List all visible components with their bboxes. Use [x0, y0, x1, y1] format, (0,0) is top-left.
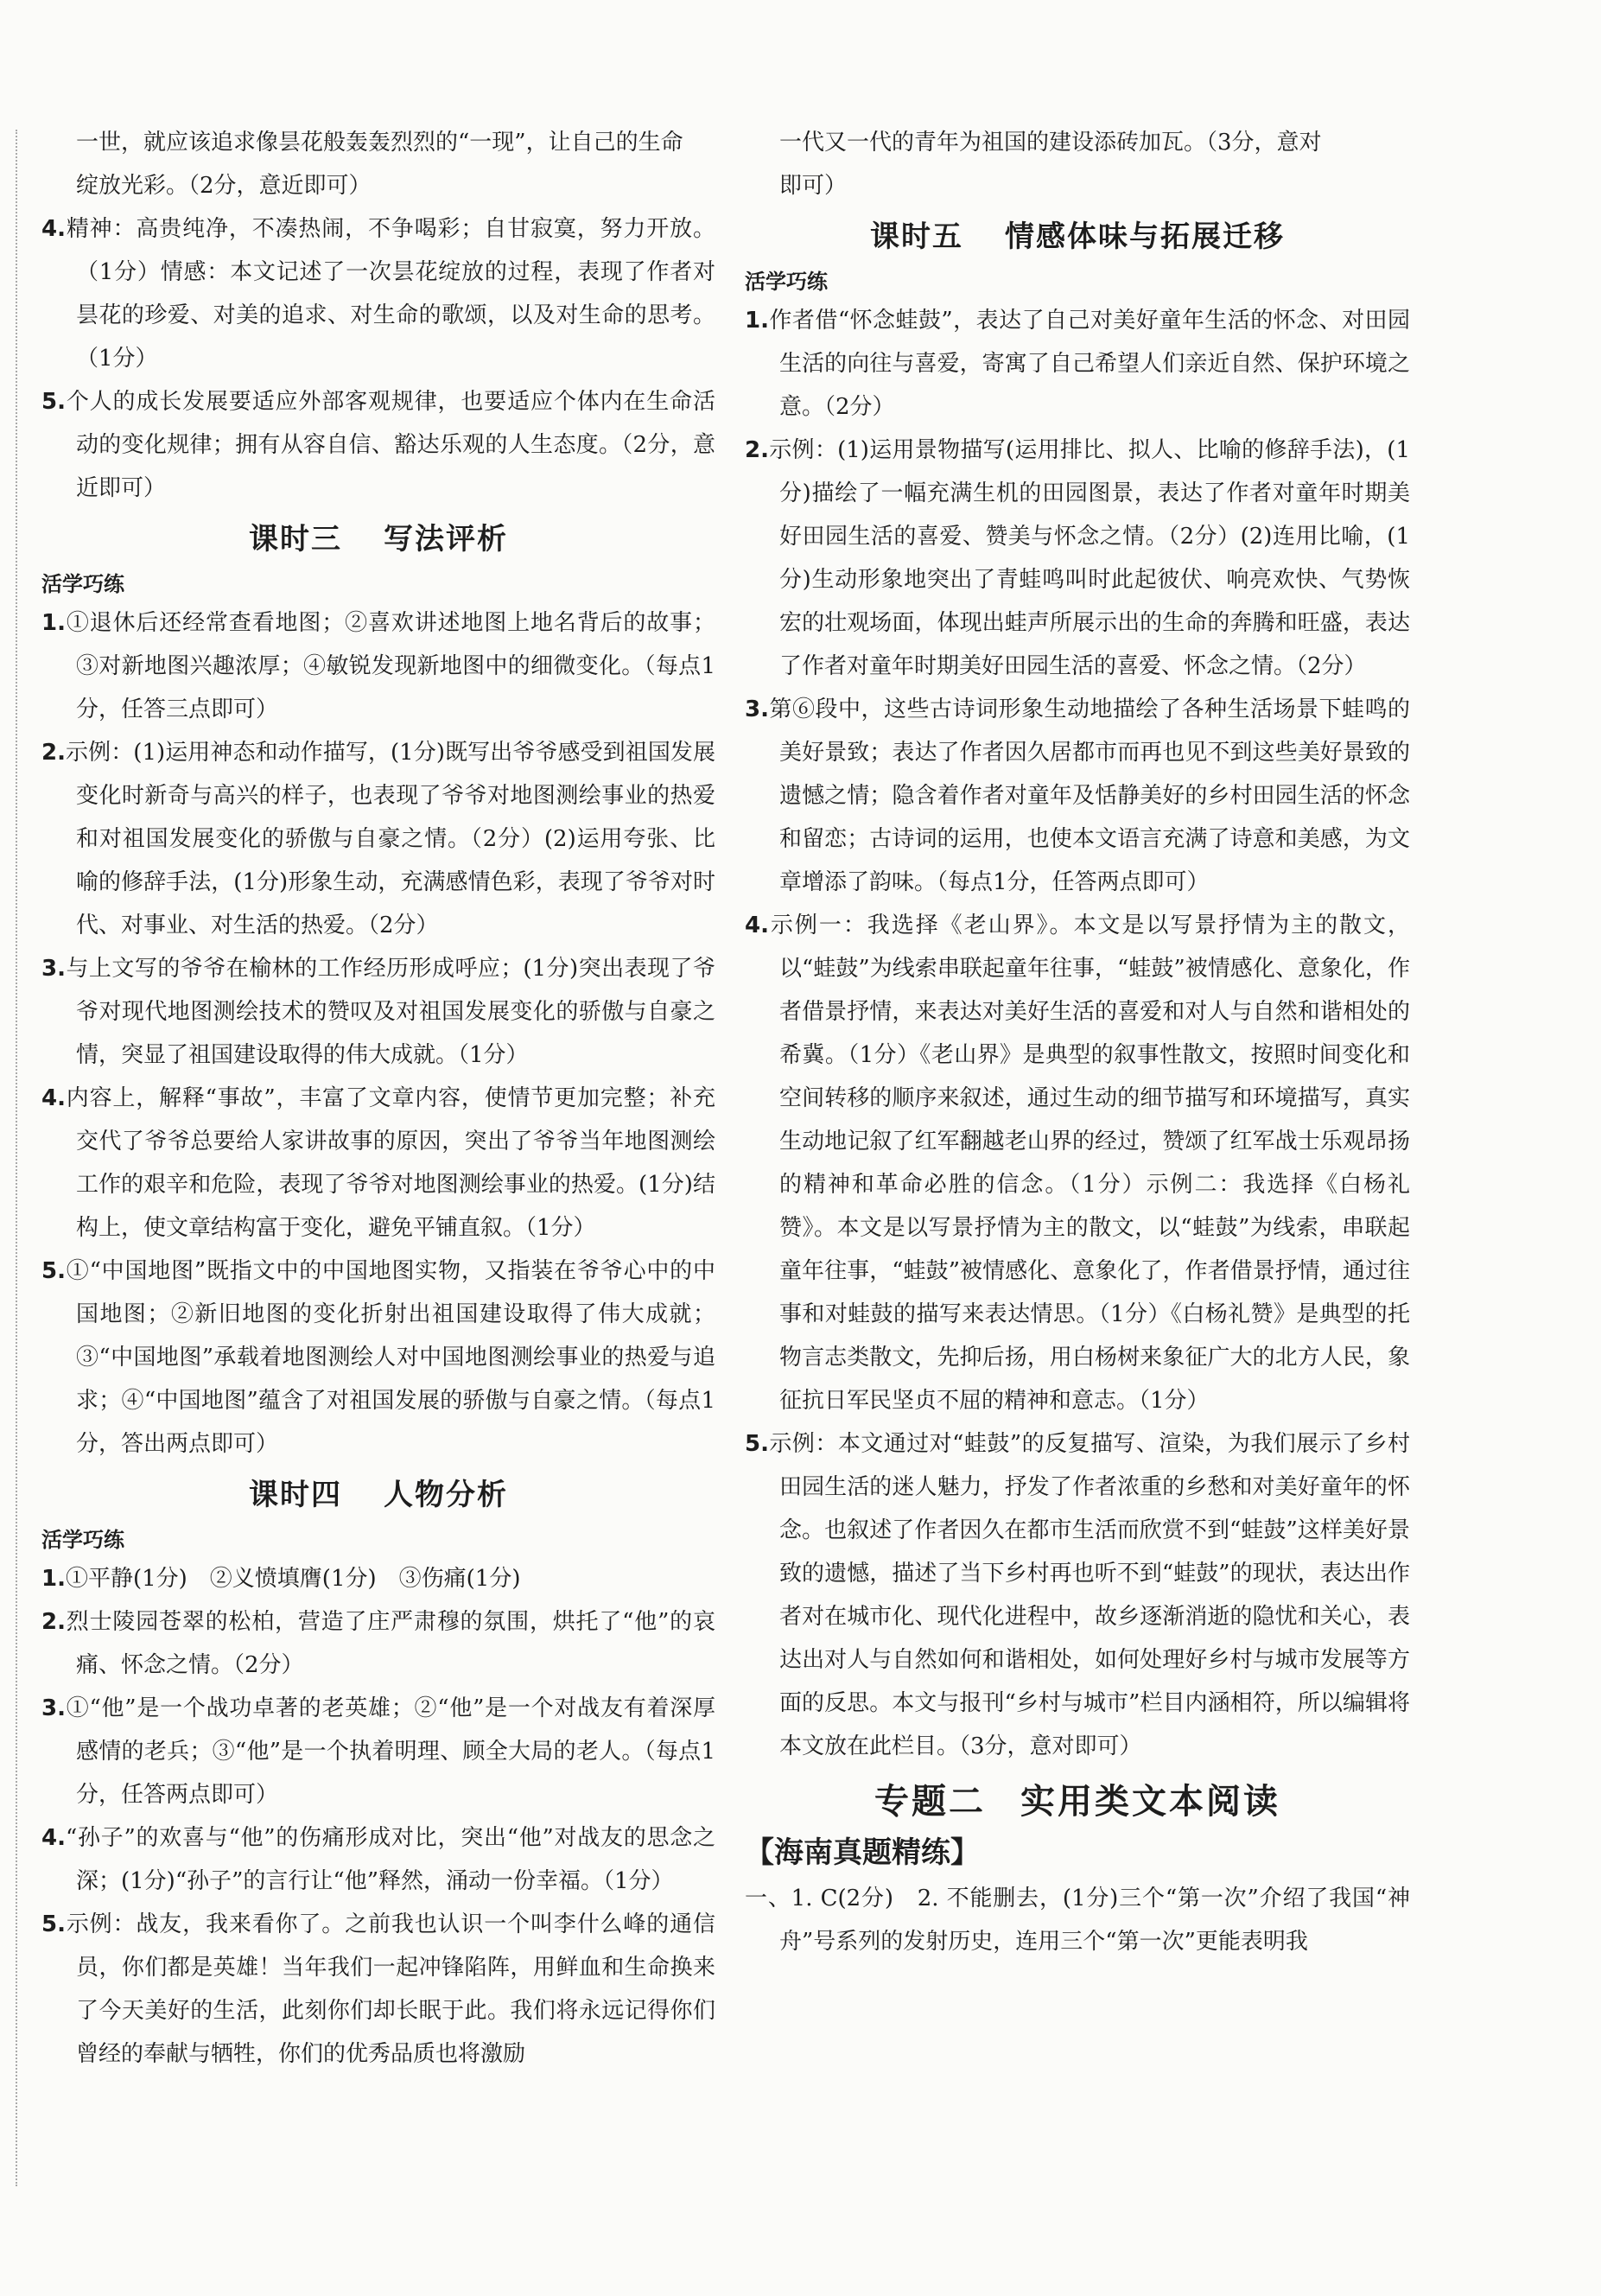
lesson4-subheading: 活学巧练 [41, 1528, 124, 1552]
answer-text: “孙子”的欢喜与“他”的伤痛形成对比，突出“他”对战友的思念之深；(1分)“孙子”的言行让“他”释然，涌动一份幸福。（1分） [65, 1825, 715, 1894]
answer-list-lesson3 [41, 601, 715, 1466]
answer-text: ①平静(1分) ②义愤填膺(1分) ③伤痛(1分) [65, 1566, 521, 1592]
answer-text: 第⑥段中，这些古诗词形象生动地描绘了各种生活场景下蛙鸣的美好景致；表达了作者因久居都市而再也见不到这些美好景致的遗憾之情；隐含着作者对童年及恬静美好的乡村田园生活的怀念和留恋；古诗词的运用，也使本文语言充满了诗意和美感，为文章增添了韵味。（每点1分，任答两点即可） [768, 696, 1410, 895]
answer-list-lesson2 [41, 207, 715, 510]
answer-line-last: 一、1. C(2分) 2. 不能删去，(1分)三个“第一次”介绍了我国“神舟”号系列的发射历史，连用三个“第一次”更能表明我 [745, 1886, 1410, 1955]
lesson3-subheading: 活学巧练 [41, 572, 124, 596]
answer-text: 内容上，解释“事故”，丰富了文章内容，使情节更加完整；补充交代了爷爷总要给人家讲故事的原因，突出了爷爷当年地图测绘工作的艰辛和危险，表现了爷爷对地图测绘事业的热爱。(1分)结构上，使文章结构富于变化，避免平铺直叙。（1分） [65, 1085, 715, 1241]
binding-margin-line [16, 130, 17, 2186]
answer-number: 4. [41, 1825, 66, 1851]
answer-number: 1. [41, 610, 66, 636]
answer-number: 4. [41, 216, 66, 242]
answer-text: ①退休后还经常查看地图；②喜欢讲述地图上地名背后的故事；③对新地图兴趣浓厚；④敏锐发现新地图中的细微变化。（每点1分，任答三点即可） [65, 610, 715, 722]
answer-text: 示例：本文通过对“蛙鼓”的反复描写、渲染，为我们展示了乡村田园生活的迷人魅力，抒发了作者浓重的乡愁和对美好童年的怀念。也叙述了作者因久在都市生活而欣赏不到“蛙鼓”这样美好景致的遗憾，描述了当下乡村再也听不到“蛙鼓”的现状，表达出作者对在城市化、现代化进程中，故乡逐渐消逝的隐忧和关心，表达出对人与自然如何和谐相处，如何处理好乡村与城市发展等方面的反思。本文与报刊“乡村与城市”栏目内涵相符，所以编辑将本文放在此栏目。（3分，意对即可） [768, 1431, 1410, 1759]
lesson3-heading [41, 515, 715, 563]
answer-item [41, 207, 715, 380]
intro-line: 即可） [779, 173, 848, 199]
answer-item [745, 1422, 1410, 1768]
answer-item [745, 904, 1410, 1422]
topic-name: 实用类文本阅读 [1020, 1782, 1280, 1822]
answer-item [41, 601, 715, 731]
answer-item [41, 1250, 715, 1466]
answer-text: 个人的成长发展要适应外部客观规律，也要适应个体内在生命活动的变化规律；拥有从容自信、豁达乐观的人生态度。（2分，意近即可） [65, 389, 715, 501]
answer-item [41, 1077, 715, 1250]
answer-item [41, 1687, 715, 1816]
answer-list-lesson4 [41, 1557, 715, 2076]
answer-text: 示例：战友，我来看你了。之前我也认识一个叫李什么峰的通信员，你们都是英雄！当年我们一起冲锋陷阵，用鲜血和生命换来了今天美好的生活，此刻你们却长眠于此。我们将永远记得你们曾经的奉献与牺牲，你们的优秀品质也将激励 [65, 1911, 715, 2067]
lesson3-name: 写法评析 [384, 522, 508, 557]
answer-number: 3. [745, 696, 769, 722]
answer-text: 示例：(1)运用神态和动作描写，(1分)既写出爷爷感受到祖国发展变化时新奇与高兴的样子，也表现了爷爷对地图测绘事业的热爱和对祖国发展变化的骄傲与自豪之情。（2分）(2)运用夸张、比喻的修辞手法，(1分)形象生动，充满感情色彩，表现了爷爷对时代、对事业、对生活的热爱。（2分） [65, 740, 715, 938]
topic-heading [745, 1775, 1410, 1829]
lesson4-heading [41, 1471, 715, 1519]
answer-text: 烈士陵园苍翠的松柏，营造了庄严肃穆的氛围，烘托了“他”的哀痛、怀念之情。（2分） [65, 1609, 715, 1678]
lesson5-name: 情感体味与拓展迁移 [1005, 219, 1285, 254]
answer-number: 4. [41, 1085, 66, 1111]
answer-text: ①“他”是一个战功卓著的老英雄；②“他”是一个对战友有着深厚感情的老兵；③“他”是一个执着明理、顾全大局的老人。（每点1分，任答两点即可） [65, 1695, 715, 1808]
answer-text: 示例一：我选择《老山界》。本文是以写景抒情为主的散文，以“蛙鼓”为线索串联起童年往事，“蛙鼓”被情感化、意象化，作者借景抒情，来表达对美好生活的喜爱和对人与自然和谐相处的希冀。（1分）《老山界》是典型的叙事性散文，按照时间变化和空间转移的顺序来叙述，通过生动的细节描写和环境描写，真实生动地记叙了红军翻越老山界的经过，赞颂了红军战士乐观昂扬的精神和革命必胜的信念。（1分）示例二：我选择《白杨礼赞》。本文是以写景抒情为主的散文，以“蛙鼓”为线索，串联起童年往事，“蛙鼓”被情感化、意象化了，作者借景抒情，通过往事和对蛙鼓的描写来表达情思。（1分）《白杨礼赞》是典型的托物言志类散文，先抑后扬，用白杨树来象征广大的北方人民，象征抗日军民坚贞不屈的精神和意志。（1分） [768, 913, 1410, 1414]
answer-text: 精神：高贵纯净，不凑热闹，不争喝彩；自甘寂寞，努力开放。（1分）情感：本文记述了一次昙花绽放的过程，表现了作者对昙花的珍爱、对美的追求、对生命的歌颂，以及对生命的思考。（1分） [65, 216, 715, 372]
answer-item [41, 1816, 715, 1903]
answer-item [745, 299, 1410, 429]
answer-number: 4. [745, 913, 769, 938]
answer-number: 2. [41, 740, 66, 766]
answer-number: 2. [745, 437, 769, 463]
answer-number: 1. [745, 308, 769, 334]
answer-number: 3. [41, 956, 66, 982]
lesson4-name: 人物分析 [384, 1478, 508, 1512]
answer-text: ①“中国地图”既指文中的中国地图实物，又指装在爷爷心中的中国地图；②新旧地图的变化折射出祖国建设取得了伟大成就；③“中国地图”承载着地图测绘人对中国地图测绘事业的热爱与追求；④“中国地图”蕴含了对祖国发展的骄傲与自豪之情。（每点1分，答出两点即可） [65, 1258, 715, 1457]
answer-number: 3. [41, 1695, 66, 1721]
answer-text: 作者借“怀念蛙鼓”，表达了自己对美好童年生活的怀念、对田园生活的向往与喜爱，寄寓了自己希望人们亲近自然、保护环境之意。（2分） [768, 308, 1410, 420]
intro-line: 绽放光彩。（2分，意近即可） [76, 173, 372, 199]
lesson4-number: 课时四 [249, 1478, 342, 1512]
lesson5-heading [745, 213, 1410, 261]
answer-text: 与上文写的爷爷在榆林的工作经历形成呼应；(1分)突出表现了爷爷对现代地图测绘技术的赞叹及对祖国发展变化的骄傲与自豪之情，突显了祖国建设取得的伟大成就。（1分） [65, 956, 715, 1068]
answer-number: 5. [41, 389, 66, 415]
answer-item [41, 1557, 715, 1600]
right-column [745, 121, 1410, 1963]
answer-item [41, 731, 715, 947]
answer-item [41, 1903, 715, 2076]
answer-list-lesson5 [745, 299, 1410, 1768]
answer-number: 1. [41, 1566, 66, 1592]
answer-number: 5. [41, 1911, 66, 1937]
answer-number: 5. [745, 1431, 769, 1457]
left-column [41, 121, 715, 2076]
lesson5-subheading: 活学巧练 [745, 270, 828, 294]
answer-item [41, 380, 715, 510]
answer-item [745, 688, 1410, 904]
topic-number: 专题二 [874, 1782, 986, 1822]
section-bracket-title: 【海南真题精练】 [745, 1835, 980, 1870]
answer-item [41, 947, 715, 1077]
answer-text: 示例：(1)运用景物描写(运用排比、拟人、比喻的修辞手法)，(1分)描绘了一幅充满生机的田园图景，表达了作者对童年时期美好田园生活的喜爱、赞美与怀念之情。（2分）(2)连用比喻，(1分)生动形象地突出了青蛙鸣叫时此起彼伏、响亮欢快、气势恢宏的壮观场面，体现出蛙声所展示出的生命的奔腾和旺盛，表达了作者对童年时期美好田园生活的喜爱、怀念之情。（2分） [768, 437, 1410, 679]
intro-line: 一世，就应该追求像昙花般轰轰烈烈的“一现”，让自己的生命 [76, 130, 683, 156]
answer-number: 5. [41, 1258, 66, 1284]
intro-line: 一代又一代的青年为祖国的建设添砖加瓦。（3分，意对 [779, 130, 1322, 156]
lesson3-number: 课时三 [249, 522, 342, 557]
answer-item [745, 429, 1410, 688]
answer-number: 2. [41, 1609, 66, 1635]
lesson5-number: 课时五 [870, 219, 963, 254]
answer-item [41, 1600, 715, 1687]
